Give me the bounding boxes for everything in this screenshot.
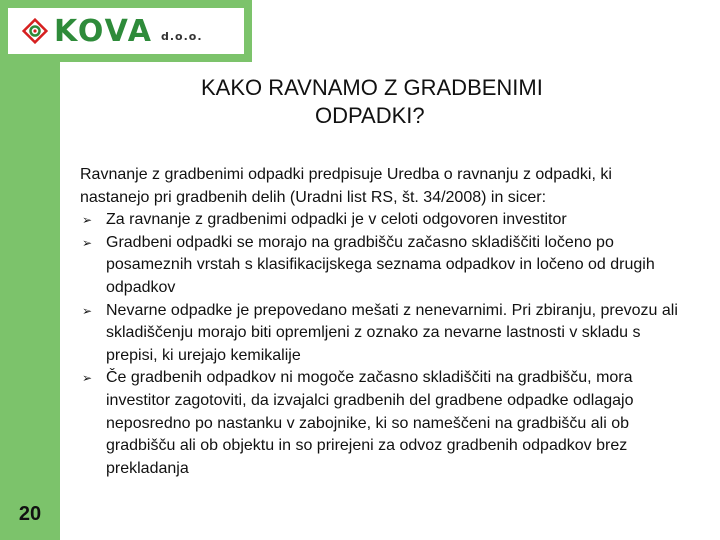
arrow-bullet-icon: ➢ (82, 213, 93, 228)
logo-emblem-icon (22, 18, 48, 44)
arrow-bullet-icon: ➢ (82, 303, 93, 318)
slide-title (80, 74, 720, 130)
list-item-text: Nevarne odpadke je prepovedano mešati z nenevarnimi. Pri zbiranju, prevozu ali skladiščenju morajo biti opremljeni z oznako za nevarne lastnosti v skladu s prepisi, ki urejajo kemikalije (106, 301, 678, 364)
arrow-bullet-icon: ➢ (82, 235, 93, 250)
list-item-text: Gradbeni odpadki se morajo na gradbišču začasno skladiščiti ločeno po posameznih vrstah s klasifikacijskega seznama odpadkov in ločeno od drugih odpadkov (106, 233, 655, 296)
list-item (80, 232, 680, 300)
logo-frame (0, 0, 252, 62)
logo-suffix: d.o.o. (161, 29, 203, 43)
arrow-bullet-icon: ➢ (82, 371, 93, 386)
logo-wordmark: KOVA (54, 13, 153, 49)
slide-body (80, 164, 680, 480)
list-item (80, 367, 680, 480)
intro-paragraph: Ravnanje z gradbenimi odpadki predpisuje Uredba o ravnanju z odpadki, ki nastanejo pri gradbenih delih (Uradni list RS, št. 34/2008) in sicer: (80, 166, 612, 206)
list-item (80, 300, 680, 368)
slide-title-line-1: KAKO RAVNAMO Z GRADBENIMI (201, 75, 543, 100)
bullet-list (80, 209, 680, 480)
page-number: 20 (18, 503, 42, 525)
left-accent-bar (0, 0, 60, 540)
logo (8, 8, 244, 54)
list-item-text: Za ravnanje z gradbenimi odpadki je v celoti odgovoren investitor (106, 211, 567, 229)
list-item-text: Če gradbenih odpadkov ni mogoče začasno skladiščiti na gradbišču, mora investitor zagotoviti, da izvajalci gradbenih del gradbene odpadke odlagajo neposredno po nastanku v zabojnike, ki so nameščeni na gradbišču ali ob gradbišču ali ob objektu in so prirejeni za odvoz gradbenih odpadkov brez prekladanja (106, 369, 634, 477)
slide-title-line-2: ODPADKI? (315, 103, 425, 128)
list-item (80, 209, 680, 232)
